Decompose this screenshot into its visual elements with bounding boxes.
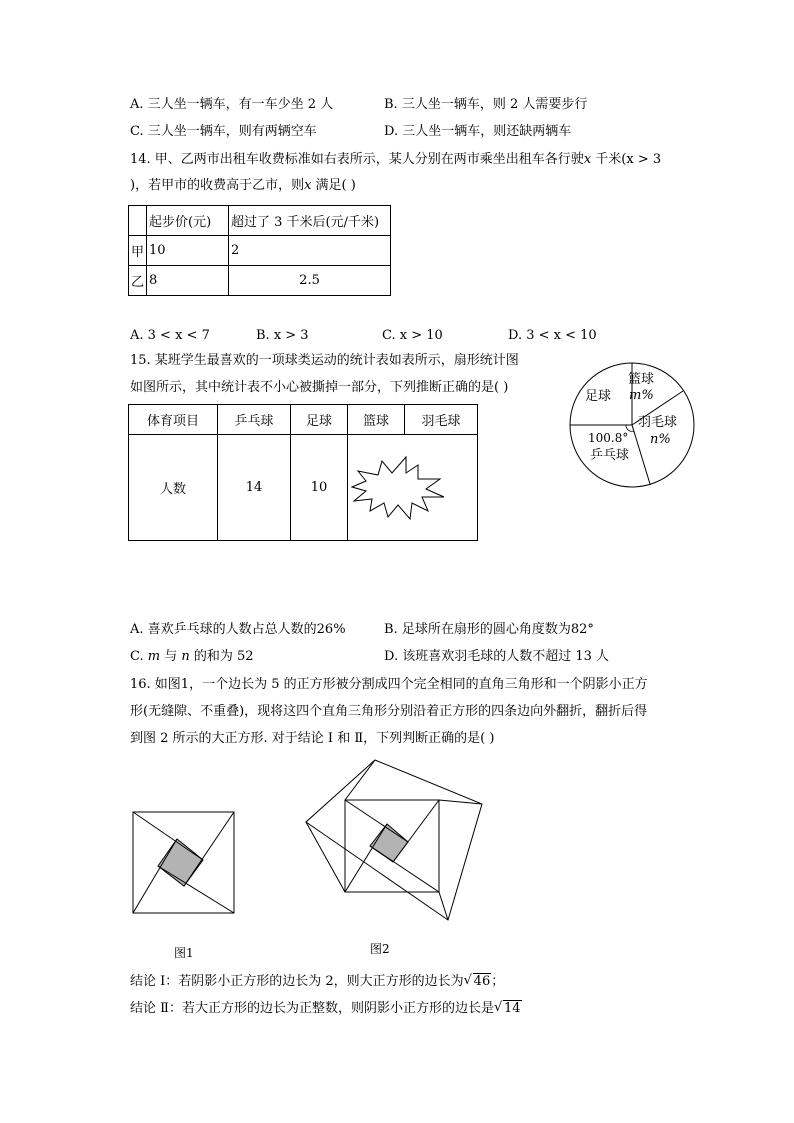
q15-option-b: B. 足球所在扇形的圆心角度数为82° bbox=[384, 622, 594, 637]
q15-header-pingpong: 乒乓球 bbox=[218, 405, 291, 435]
q15-pie-chart bbox=[562, 355, 702, 495]
q14-table-cell: 10 bbox=[147, 236, 229, 266]
q15-header-football: 足球 bbox=[291, 405, 348, 435]
q13-option-b: B. 三人坐一辆车，则 2 人需要步行 bbox=[384, 97, 588, 112]
q14-stem-line2: )，若甲市的收费高于乙市，则x 满足( ) bbox=[130, 178, 356, 193]
q13-option-a: A. 三人坐一辆车，有一车少坐 2 人 bbox=[130, 97, 334, 112]
q14-option-b: B. x > 3 bbox=[256, 328, 309, 343]
q15-header-sport: 体育项目 bbox=[129, 405, 218, 435]
q14-table-city-yi: 乙 bbox=[129, 266, 147, 296]
q14-option-a: A. 3 < x < 7 bbox=[130, 328, 210, 343]
q14-table-cell: 2 bbox=[229, 236, 391, 266]
pie-label-basketball-pct: m% bbox=[629, 388, 654, 403]
q15-row-label: 人数 bbox=[129, 435, 218, 541]
torn-patch-icon bbox=[348, 453, 448, 523]
q16-conclusion-2: 结论 Ⅱ：若大正方形的边长为正整数，则阴影小正方形的边长是√ 14 bbox=[130, 999, 522, 1019]
q15-stem-line1: 15. 某班学生最喜欢的一项球类运动的统计表如表所示，扇形统计图 bbox=[130, 353, 519, 368]
q14-table-header-extra: 超过了 3 千米后(元/千米) bbox=[229, 206, 391, 236]
q15-torn-cell bbox=[348, 435, 478, 541]
q15-header-basketball: 篮球 bbox=[348, 405, 405, 435]
q14-table-cell: 8 bbox=[147, 266, 229, 296]
q14-option-c: C. x > 10 bbox=[382, 328, 443, 343]
q14-stem-line1: 14. 甲、乙两市出租车收费标准如右表所示，某人分别在两市乘坐出租车各行驶x 千米(x > 3 bbox=[130, 152, 662, 167]
pie-label-basketball: 篮球 bbox=[628, 372, 655, 387]
sqrt-14: √ 14 bbox=[494, 999, 522, 1019]
pie-label-badminton-pct: n% bbox=[650, 432, 671, 447]
q13-option-c: C. 三人坐一辆车，则有两辆空车 bbox=[130, 124, 317, 139]
pie-label-football: 足球 bbox=[585, 389, 612, 404]
q15-stem-line2: 如图所示，其中统计表不小心被撕掉一部分，下列推断正确的是( ) bbox=[130, 380, 509, 395]
sqrt-46: √ 46 bbox=[464, 972, 492, 992]
q15-value-football: 10 bbox=[291, 435, 348, 541]
q14-table-header-corner bbox=[129, 206, 147, 236]
q13-option-d: D. 三人坐一辆车，则还缺两辆车 bbox=[384, 124, 572, 139]
q14-fare-table bbox=[128, 205, 391, 296]
q14-table-city-jia: 甲 bbox=[129, 236, 147, 266]
pie-label-pingpong: 乒乓球 bbox=[590, 448, 630, 463]
pie-label-badminton: 羽毛球 bbox=[638, 415, 678, 430]
q14-table-header-start: 起步价(元) bbox=[147, 206, 229, 236]
q14-table-cell: 2.5 bbox=[229, 266, 391, 296]
q15-option-a: A. 喜欢乒乓球的人数占总人数的26% bbox=[130, 622, 346, 637]
q16-stem-line1: 16. 如图1，一个边长为 5 的正方形被分割成四个完全相同的直角三角形和一个阴影小正方 bbox=[130, 677, 648, 692]
q16-figure-1 bbox=[128, 808, 240, 940]
q15-option-c: C. m 与 n 的和为 52 bbox=[130, 649, 254, 664]
pie-label-pingpong-angle: 100.8° bbox=[588, 431, 629, 445]
q16-stem-line3: 到图 2 所示的大正方形. 对于结论 Ⅰ 和 Ⅱ，下列判断正确的是( ) bbox=[130, 731, 495, 746]
q16-figure-1-caption: 图1 bbox=[174, 946, 194, 960]
q16-stem-line2: 形(无缝隙、不重叠)，现将这四个直角三角形分别沿着正方形的四条边向外翻折，翻折后得 bbox=[130, 704, 648, 719]
q15-value-pingpong: 14 bbox=[218, 435, 291, 541]
q15-sport-table bbox=[128, 404, 478, 541]
q15-option-d: D. 该班喜欢羽毛球的人数不超过 13 人 bbox=[384, 649, 610, 664]
q14-option-d: D. 3 < x < 10 bbox=[508, 328, 597, 343]
q15-header-badminton: 羽毛球 bbox=[405, 405, 478, 435]
q16-conclusion-1: 结论 Ⅰ：若阴影小正方形的边长为 2，则大正方形的边长为√ 46； bbox=[130, 972, 504, 992]
q16-figure-2-caption: 图2 bbox=[370, 942, 390, 956]
q16-figure-2 bbox=[300, 756, 490, 936]
